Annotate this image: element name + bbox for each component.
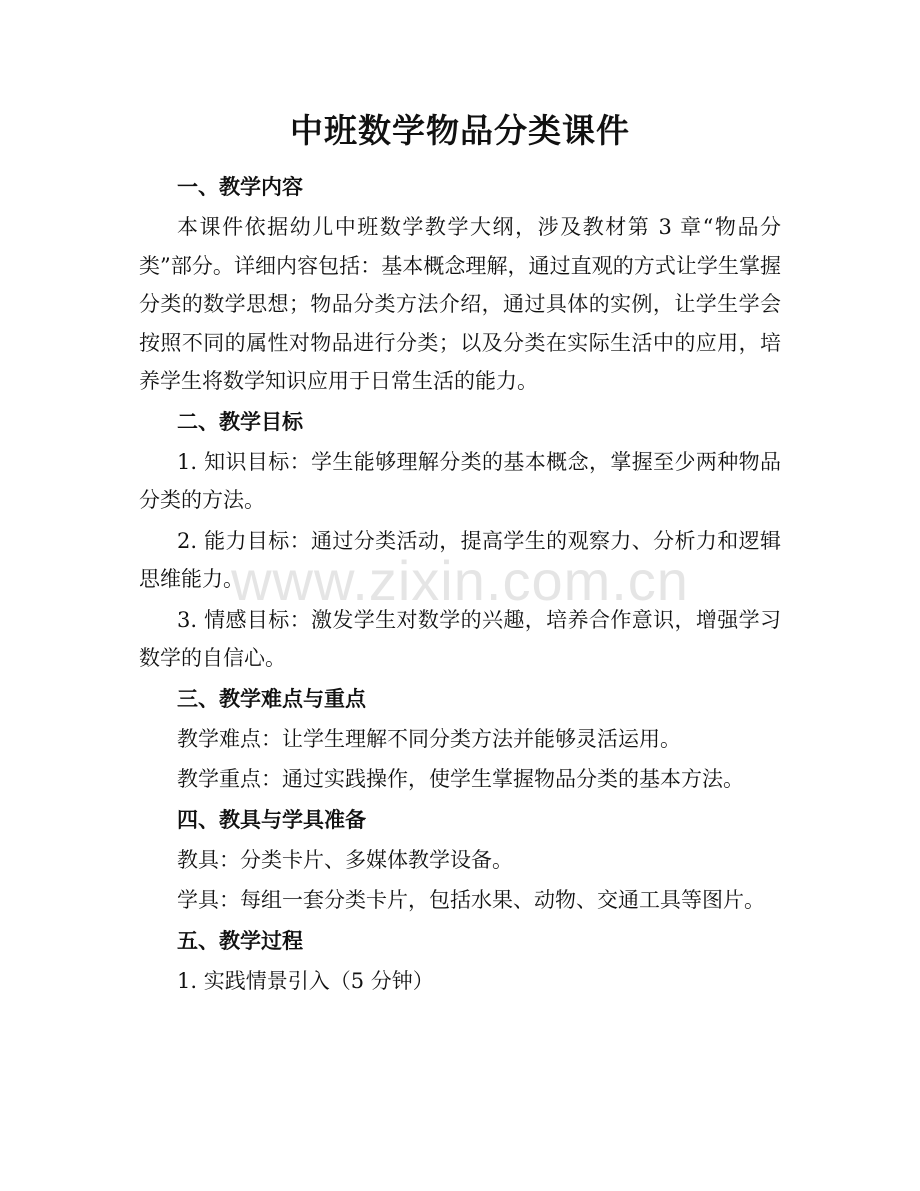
watermark: www.zixin.com.cn [231,549,689,612]
paragraph: 教学难点：让学生理解不同分类方法并能够灵活运用。 [177,726,681,751]
section-heading: 二、教学目标 [177,408,303,434]
paragraph: 2. 能力目标：通过分类活动，提高学生的观察力、分析力和逻辑思维能力。 [139,528,781,591]
paragraph: 1. 知识目标：学生能够理解分类的基本概念，掌握至少两种物品分类的方法。 [139,449,781,512]
paragraph: 1. 实践情景引入（5 分钟） [177,968,434,993]
section-heading: 四、教具与学具准备 [177,806,366,832]
document-body [139,168,781,1000]
section-heading: 五、教学过程 [177,927,303,953]
paragraph: 教具：分类卡片、多媒体教学设备。 [177,847,513,872]
document-title: 中班数学物品分类课件 [290,111,630,150]
section-heading: 三、教学难点与重点 [177,685,366,711]
paragraph: 3. 情感目标：激发学生对数学的兴趣，培养合作意识，增强学习数学的自信心。 [139,607,781,670]
paragraph: 本课件依据幼儿中班数学教学大纲，涉及教材第 3 章“物品分类”部分。详细内容包括：基本概念理解，通过直观的方式让学生掌握分类的数学思想；物品分类方法介绍，通过具体的实例，让学生学会按照不同的属性对物品进行分类；以及分类在实际生活中的应用，培养学生将数学知识应用于日常生活的能力。 [139,215,781,393]
section-heading: 一、教学内容 [177,174,303,199]
paragraph: 学具：每组一套分类卡片，包括水果、动物、交通工具等图片。 [177,888,765,912]
paragraph: 教学重点：通过实践操作，使学生掌握物品分类的基本方法。 [177,767,744,791]
